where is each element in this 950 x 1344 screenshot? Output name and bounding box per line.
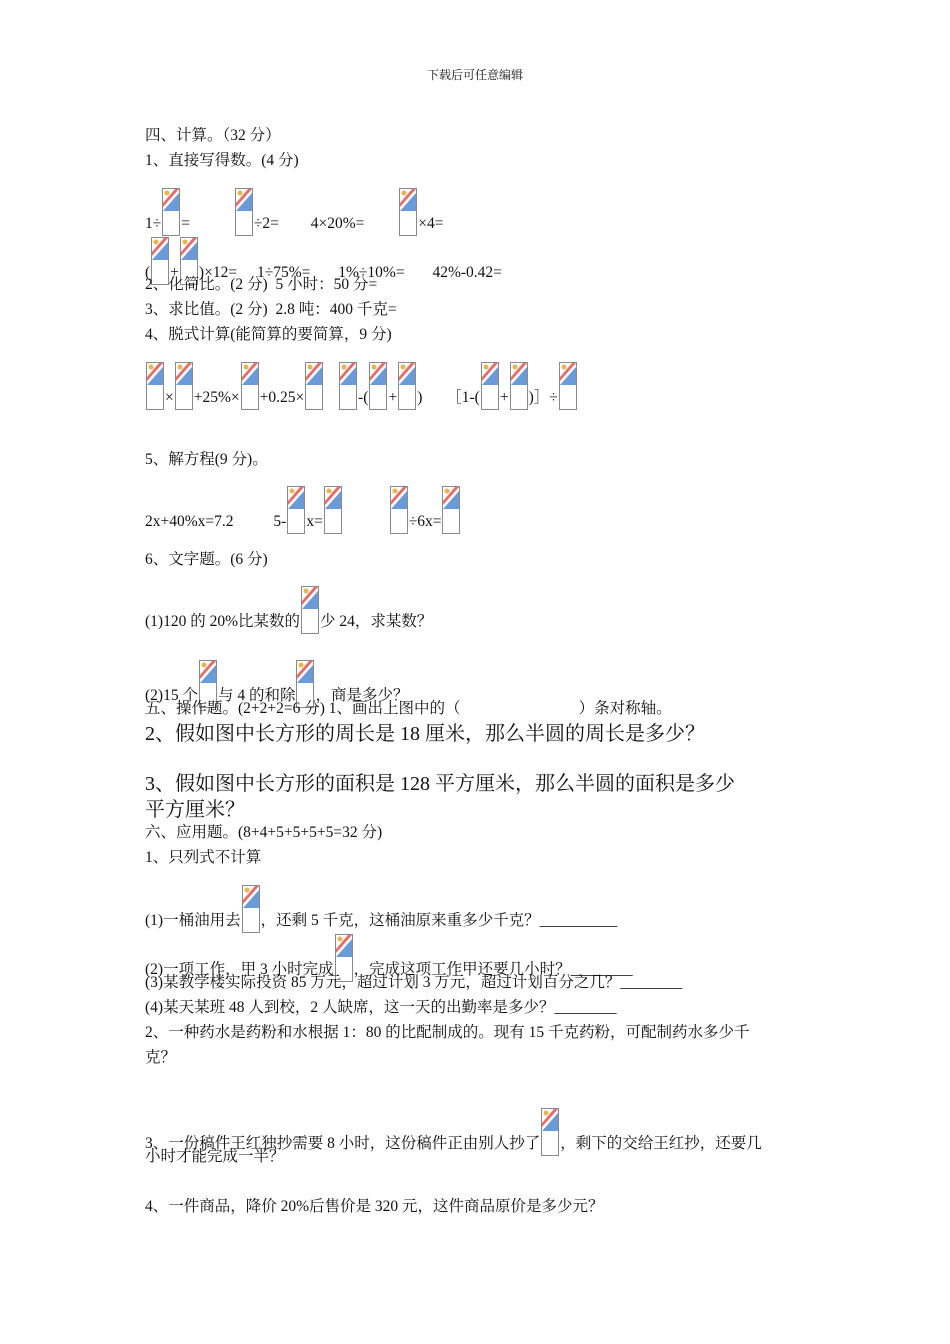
s5-q3-line1: 3、假如图中长方形的面积是 128 平方厘米，那么半圆的面积是多少 <box>145 773 735 795</box>
expr-text: ) <box>417 389 423 406</box>
page-header: 下载后可任意编辑 <box>426 68 523 82</box>
expr-text: x= <box>306 513 323 530</box>
s5-text: ）条对称轴。 <box>578 700 672 717</box>
fraction-image-placeholder <box>162 188 180 236</box>
s5-q2: 2、假如图中长方形的周长是 18 厘米，那么半圆的周长是多少？ <box>145 723 705 745</box>
expr-text: × <box>165 389 174 406</box>
q3-title: 3、求比值。(2 分) <box>145 301 268 318</box>
expr-text: = <box>181 215 191 232</box>
expr-text: ÷6x= <box>408 513 442 530</box>
fraction-image-placeholder <box>398 362 416 410</box>
fraction-image-placeholder <box>369 362 387 410</box>
s5-text: 五、操作题。(2+2+2=6 分) 1、画出上图中的（ <box>145 700 461 717</box>
expr-text: (1)120 的 20%比某数的 <box>145 613 300 630</box>
expr-text: 5- <box>273 513 287 530</box>
fraction-image-placeholder <box>287 486 305 534</box>
expr-text: + <box>388 389 398 406</box>
q2-expr: 5 小时：50 分= <box>275 276 378 293</box>
expr-text: +25%× <box>193 389 240 406</box>
fraction-image-placeholder <box>481 362 499 410</box>
expr-text: ，还剩 5 千克，这桶油原来重多少千克？__________ <box>260 912 618 929</box>
q1-row-1 <box>145 188 444 236</box>
expr-text: 1÷75%= <box>256 264 311 281</box>
expr-text: (2)15 个 <box>145 687 198 704</box>
fraction-image-placeholder <box>301 586 319 634</box>
expr-text: -( <box>358 389 369 406</box>
fraction-image-placeholder <box>235 188 253 236</box>
q5-title: 5、解方程(9 分)。 <box>145 451 268 468</box>
expr-text: ×4= <box>418 215 444 232</box>
q4-title: 4、脱式计算(能简算的要简算，9 分) <box>145 326 392 343</box>
q6-title: 6、文字题。(6 分) <box>145 551 268 568</box>
fraction-image-placeholder <box>559 362 577 410</box>
s6-q2-line1: 2、一种药水是药粉和水根据 1：80 的比配制成的。现有 15 千克药粉，可配制药水多少千 <box>145 1024 750 1041</box>
section-6-title: 六、应用题。(8+4+5+5+5+5=32 分) <box>145 824 383 841</box>
expr-text: )×12= <box>198 264 238 281</box>
s6-q3-line2: 小时才能完成一半？ <box>145 1148 285 1165</box>
expr-text: +0.25× <box>259 389 305 406</box>
s6-q1: 1、只列式不计算 <box>145 849 262 866</box>
fraction-image-placeholder <box>175 362 193 410</box>
expr-text: 3、一份稿件王红独抄需要 8 小时，这份稿件正由别人抄了 <box>145 1135 541 1152</box>
fraction-image-placeholder <box>339 362 357 410</box>
expr-text: ，完成这项工作甲还要几小时？________ <box>353 961 633 978</box>
q2-line <box>145 274 377 296</box>
expr-text: 4×20%= <box>310 215 365 232</box>
q3-expr: 2.8 吨：400 千克= <box>275 301 397 318</box>
expr-text: + <box>170 264 179 281</box>
expr-text: (2)一项工作，甲 3 小时完成 <box>145 961 334 978</box>
fraction-image-placeholder <box>541 1108 559 1156</box>
expr-text: 1%÷10%= <box>338 264 405 281</box>
section-5-line <box>145 698 672 720</box>
expr-text: ( <box>145 264 151 281</box>
s6-q4: 4、一件商品，降价 20%后售价是 320 元，这件商品原价是多少元？ <box>145 1198 604 1215</box>
expr-text: 少 24，求某数？ <box>320 613 433 630</box>
expr-text: 42%-0.42= <box>432 264 502 281</box>
fraction-image-placeholder <box>146 362 164 410</box>
fraction-image-placeholder <box>305 362 323 410</box>
q5-row <box>145 486 461 534</box>
q3-line <box>145 299 397 321</box>
expr-text: 1÷ <box>145 215 162 232</box>
fraction-image-placeholder <box>442 486 460 534</box>
fraction-image-placeholder <box>390 486 408 534</box>
fraction-image-placeholder <box>399 188 417 236</box>
expr-text: (1)一桶油用去 <box>145 912 241 929</box>
expr-text: 与 4 的和除 <box>217 687 296 704</box>
s6-p4: (4)某天某班 48 人到校，2 人缺席，这一天的出勤率是多少？________ <box>145 999 617 1016</box>
expr-text: )］÷ <box>528 389 558 406</box>
q4-row <box>145 362 578 410</box>
s6-p1 <box>145 885 617 933</box>
q2-title: 2、化简比。(2 分) <box>145 276 268 293</box>
expr-text: 2x+40%x=7.2 <box>145 513 234 530</box>
fraction-image-placeholder <box>241 362 259 410</box>
expr-text: + <box>499 389 509 406</box>
fraction-image-placeholder <box>324 486 342 534</box>
fraction-image-placeholder <box>242 885 260 933</box>
q6-p1 <box>145 586 432 634</box>
expr-text: ［1-( <box>446 389 480 406</box>
section-4-title: 四、计算。（32 分） <box>145 127 281 144</box>
expr-text: ，剩下的交给王红抄，还要几 <box>560 1135 762 1152</box>
q1-title: 1、直接写得数。(4 分) <box>145 152 299 169</box>
s6-p3: (3)某教学楼实际投资 85 万元，超过计划 3 万元，超过计划百分之几？________ <box>145 974 683 991</box>
fraction-image-placeholder <box>510 362 528 410</box>
s5-q3-line2: 平方厘米？ <box>145 799 245 821</box>
s6-q2-line2: 克？ <box>145 1049 177 1066</box>
expr-text: ÷2= <box>253 215 279 232</box>
expr-text: ，商是多少？ <box>315 687 409 704</box>
